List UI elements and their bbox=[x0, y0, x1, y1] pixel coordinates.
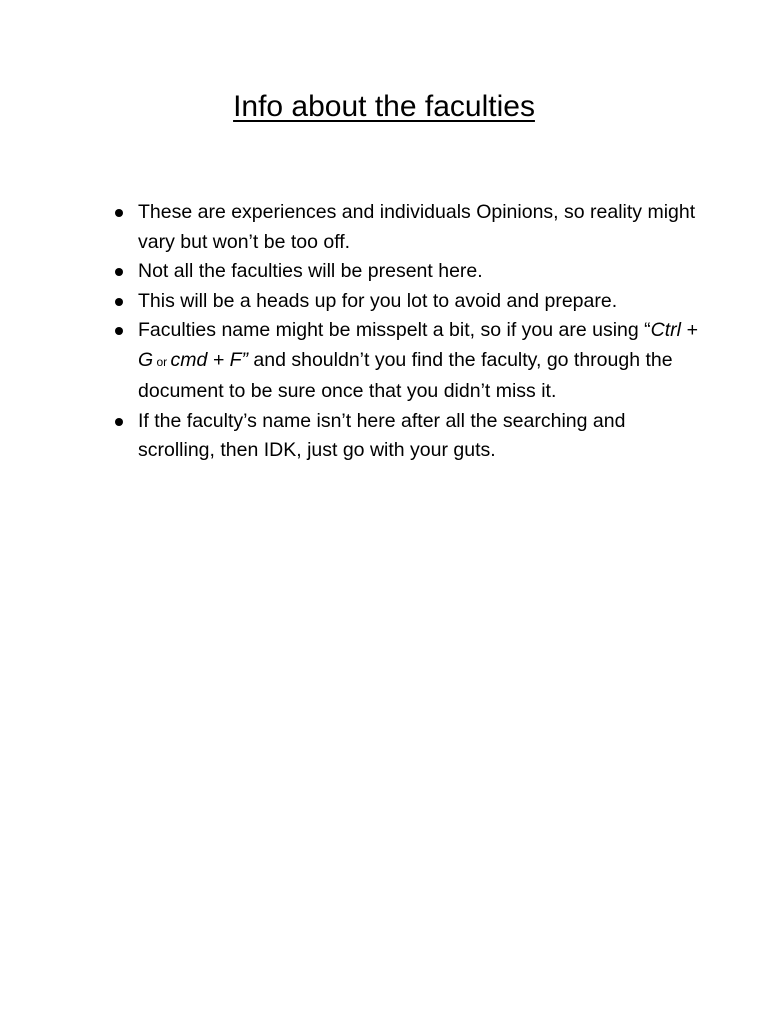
list-item bbox=[138, 257, 698, 287]
shortcut-separator: or bbox=[153, 354, 171, 369]
list-item bbox=[138, 198, 698, 257]
bullet-icon bbox=[115, 327, 123, 335]
bullet-text: Not all the faculties will be present here. bbox=[138, 260, 483, 282]
list-item bbox=[138, 316, 698, 407]
bullet-list bbox=[138, 198, 698, 466]
bullet-text-after: and shouldn’t you find the faculty, go through the document to be sure once that you didn’t miss it. bbox=[138, 348, 673, 402]
shortcut-cmd-f: cmd + F” bbox=[170, 348, 248, 371]
shortcut-ctrl-g: Ctrl + G bbox=[138, 319, 698, 371]
bullet-icon bbox=[115, 298, 123, 306]
bullet-icon bbox=[115, 418, 123, 426]
bullet-text: These are experiences and individuals Opinions, so reality might vary but won’t be too off. bbox=[138, 201, 696, 253]
document-title: Info about the faculties bbox=[233, 90, 535, 123]
list-item bbox=[138, 407, 698, 466]
bullet-text: If the faculty’s name isn’t here after all the searching and scrolling, then IDK, just go with your guts. bbox=[138, 409, 626, 461]
bullet-icon bbox=[115, 209, 123, 217]
bullet-text-before: Faculties name might be misspelt a bit, so if you are using “ bbox=[138, 319, 651, 341]
bullet-icon bbox=[115, 268, 123, 276]
list-item bbox=[138, 287, 698, 317]
bullet-text: This will be a heads up for you lot to avoid and prepare. bbox=[138, 289, 618, 312]
